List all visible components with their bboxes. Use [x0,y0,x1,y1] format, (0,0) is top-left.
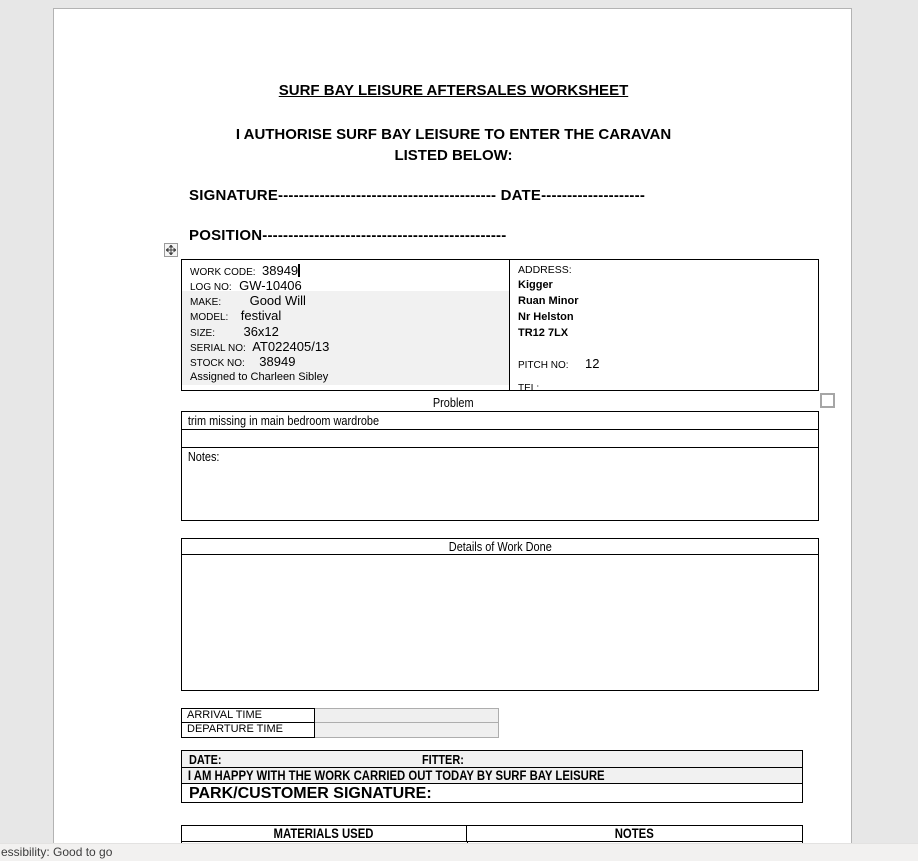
customer-address-cell[interactable] [510,260,818,394]
serial-no-label: SERIAL NO: [190,343,246,354]
authorisation-line2: LISTED BELOW: [394,147,513,164]
pitch-no-value[interactable]: 12 [585,356,600,371]
serial-no-value[interactable]: AT022405/13 [252,339,330,354]
address-line-2[interactable]: Ruan Minor [518,295,579,307]
pitch-no-label: PITCH NO: [518,360,569,371]
model-value[interactable]: festival [240,308,282,323]
problem-empty-row[interactable] [182,430,818,448]
notes-label: Notes: [187,449,220,464]
stock-no-value[interactable]: 38949 [259,354,296,369]
address-line-3[interactable]: Nr Helston [518,311,574,323]
model-row [190,308,281,325]
arrival-time-label: ARRIVAL TIME [181,708,315,723]
accessibility-status[interactable]: essibility: Good to go [1,845,113,859]
problem-heading: Problem [433,395,474,410]
departure-time-row [181,723,499,738]
address-line-1[interactable]: Kigger [518,279,553,291]
date-label: DATE: [189,752,222,767]
work-done-table [181,538,819,691]
log-no-value[interactable]: GW-10406 [239,278,302,293]
stock-no-row [190,354,295,371]
caravan-info-table [181,259,819,394]
log-no-label: LOG NO: [190,282,232,293]
date-fitter-row[interactable] [182,751,802,768]
table-move-handle-icon[interactable] [164,243,178,257]
materials-header-row [181,825,803,842]
authorisation-line1: I AUTHORISE SURF BAY LEISURE TO ENTER THE CARAVAN [235,126,672,143]
document-title: SURF BAY LEISURE AFTERSALES WORKSHEET [278,82,629,99]
problem-table [181,411,819,521]
pitch-row [518,356,599,373]
departure-time-field[interactable] [315,723,499,738]
fitter-label: FITTER: [422,752,464,767]
make-value[interactable]: Good Will [249,293,306,308]
make-label: MAKE: [190,297,222,308]
happy-statement-row [182,768,802,784]
signoff-table [181,750,803,803]
position-line: POSITION----------------------------------------------- [189,227,507,244]
problem-entry-row[interactable] [182,412,818,430]
caravan-details-cell[interactable] [182,260,510,390]
move-arrows-icon [166,245,176,255]
happy-statement: I AM HAPPY WITH THE WORK CARRIED OUT TODAY BY SURF BAY LEISURE [187,768,605,783]
materials-used-header: MATERIALS USED [182,826,467,841]
work-done-entry-area[interactable] [182,555,818,690]
signature-date-line: SIGNATURE------------------------------------------ DATE-------------------- [189,187,646,204]
status-bar [0,843,918,861]
stock-no-label: STOCK NO: [190,358,245,369]
size-value[interactable]: 36x12 [243,324,279,339]
problem-entry-text[interactable]: trim missing in main bedroom wardrobe [187,413,380,428]
address-line-4[interactable]: TR12 7LX [518,327,569,339]
work-code-label: WORK CODE: [190,267,256,278]
model-label: MODEL: [190,312,229,323]
problem-notes-row[interactable] [182,448,818,520]
document-page[interactable] [53,8,852,861]
size-label: SIZE: [190,328,216,339]
customer-signature-label: PARK/CUSTOMER SIGNATURE: [189,785,432,802]
text-cursor [298,264,300,277]
authorisation-text [54,124,853,166]
departure-time-label: DEPARTURE TIME [181,723,315,738]
notes-header: NOTES [614,826,655,841]
arrival-time-field[interactable] [315,708,499,723]
assigned-note: Assigned to Charleen Sibley [190,371,329,383]
tel-label: TEL: [518,383,540,394]
times-table [181,708,499,738]
work-done-header: Details of Work Done [182,539,818,555]
arrival-time-row [181,708,499,723]
work-code-value[interactable]: 38949 [262,263,299,278]
customer-signature-row[interactable] [182,784,802,802]
address-label: ADDRESS: [518,264,572,276]
